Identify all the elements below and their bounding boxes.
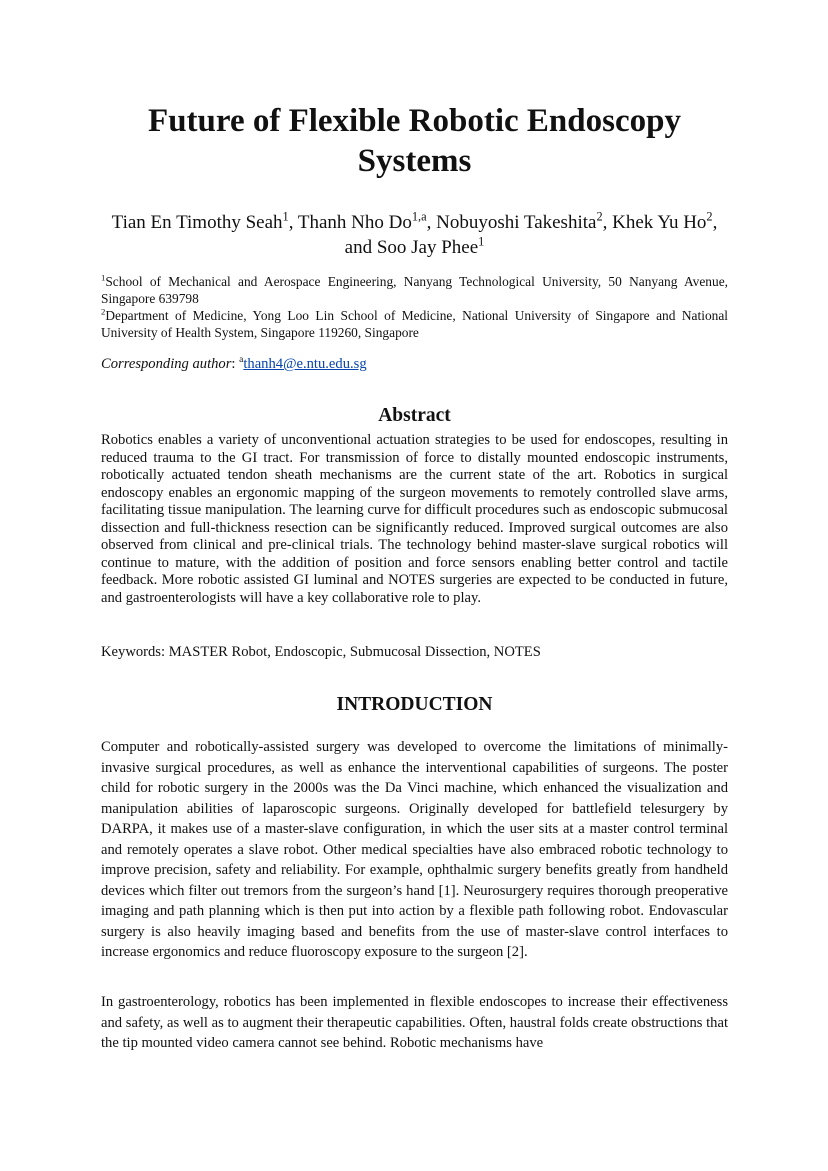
abstract-heading: Abstract <box>378 405 451 426</box>
introduction-paragraph: Computer and robotically-assisted surgery was developed to overcome the limitations of minimally-invasive surgical procedures, as well as enhance the interventional capabilities of surgeons. The poster child for robotic surgery in the 2000s was the Da Vinci machine, which enhanced the visualization and manipulation abilities of laparoscopic surgeons. Originally developed for battlefield telesurgery by DARPA, it makes use of a master-slave configuration, in which the user sits at a master control terminal and remotely operates a slave robot. Other medical specialties have also embraced robotic technology to improve precision, safety and reliability. For example, ophthalmic surgery benefits greatly from handheld devices which filter out tremors from the surgeon’s hand [1]. Neurosurgery requires thorough preoperative imaging and path planning which is then put into action by a flexible path following robot. Endovascular surgery is also heavily imaging based and benefits from the use of master-slave control interfaces to increase ergonomics and reduce fluoroscopy exposure to the surgeon [2]. <box>101 739 728 960</box>
affiliation-item <box>101 307 728 341</box>
affiliation-text: Department of Medicine, Yong Loo Lin School of Medicine, National University of Singapore and National University of Health System, Singapore 119260, Singapore <box>101 308 728 340</box>
affiliation-mark: 1 <box>101 272 106 283</box>
corresponding-author-mark: a <box>239 355 244 366</box>
author-name: Nobuyoshi Takeshita <box>436 212 597 233</box>
author-affiliation-mark: 2 <box>706 209 713 224</box>
affiliations <box>101 273 728 341</box>
author-name: Khek Yu Ho <box>612 212 707 233</box>
introduction-paragraph: In gastroenterology, robotics has been implemented in flexible endoscopes to increase their effectiveness and safety, as well as to augment their therapeutic capabilities. Often, haustral folds create obstructions that the tip mounted video camera cannot see behind. Robotic mechanisms have <box>101 994 728 1051</box>
affiliation-text: School of Mechanical and Aerospace Engineering, Nanyang Technological University, 50 Nanyang Avenue, Singapore 639798 <box>101 274 728 306</box>
author-affiliation-mark: 1,a <box>411 209 427 224</box>
author-name: Tian En Timothy Seah <box>111 212 283 233</box>
paper-title: Future of Flexible Robotic Endoscopy Systems <box>148 103 681 179</box>
author-name: Soo Jay Phee <box>376 237 479 258</box>
keywords: Keywords: MASTER Robot, Endoscopic, Submucosal Dissection, NOTES <box>101 644 541 660</box>
corresponding-author: Corresponding author: $^a$thanh4@e.ntu.edu.sg <box>101 355 367 372</box>
abstract-text: Robotics enables a variety of unconventional actuation strategies to be used for endoscopes, resulting in reduced trauma to the GI tract. For transmission of force to distally mounted endoscopic instruments, robotically actuated tendon sheath mechanisms are the current state of the art. Robotics in surgical endoscopy enables an ergonomic mapping of the surgeon movements to remotely controlled slave arms, facilitating tissue manipulation. The learning curve for difficult procedures such as endoscopic submucosal dissection and full-thickness resection can be significantly reduced. Improved surgical outcomes are also observed from clinical and pre-clinical trials. The technology behind master-slave surgical robotics will continue to mature, with the addition of position and force sensors enabling better control and tactile feedback. More robotic assisted GI luminal and NOTES surgeries are expected to be conducted in future, and gastroenterologists will have a key collaborative role to play. <box>101 432 728 606</box>
affiliation-item <box>101 273 728 307</box>
author-affiliation-mark: 1 <box>478 234 485 249</box>
author-affiliation-mark: 2 <box>596 209 603 224</box>
introduction-heading: INTRODUCTION <box>336 694 493 715</box>
corresponding-author-label: Corresponding author <box>101 356 232 372</box>
author-list: Tian En Timothy Seah$^1$, Thanh Nho Do$^{1,a}$, Nobuyoshi Takeshita$^2$, Khek Yu Ho$^2$, and Soo Jay Phee$^1$ <box>111 209 718 258</box>
author-name: Thanh Nho Do <box>297 212 412 233</box>
affiliation-mark: 2 <box>101 306 106 317</box>
author-conjunction: and <box>344 237 373 258</box>
author-affiliation-mark: 1 <box>282 209 289 224</box>
corresponding-author-email-link[interactable]: thanh4@e.ntu.edu.sg <box>243 356 367 372</box>
